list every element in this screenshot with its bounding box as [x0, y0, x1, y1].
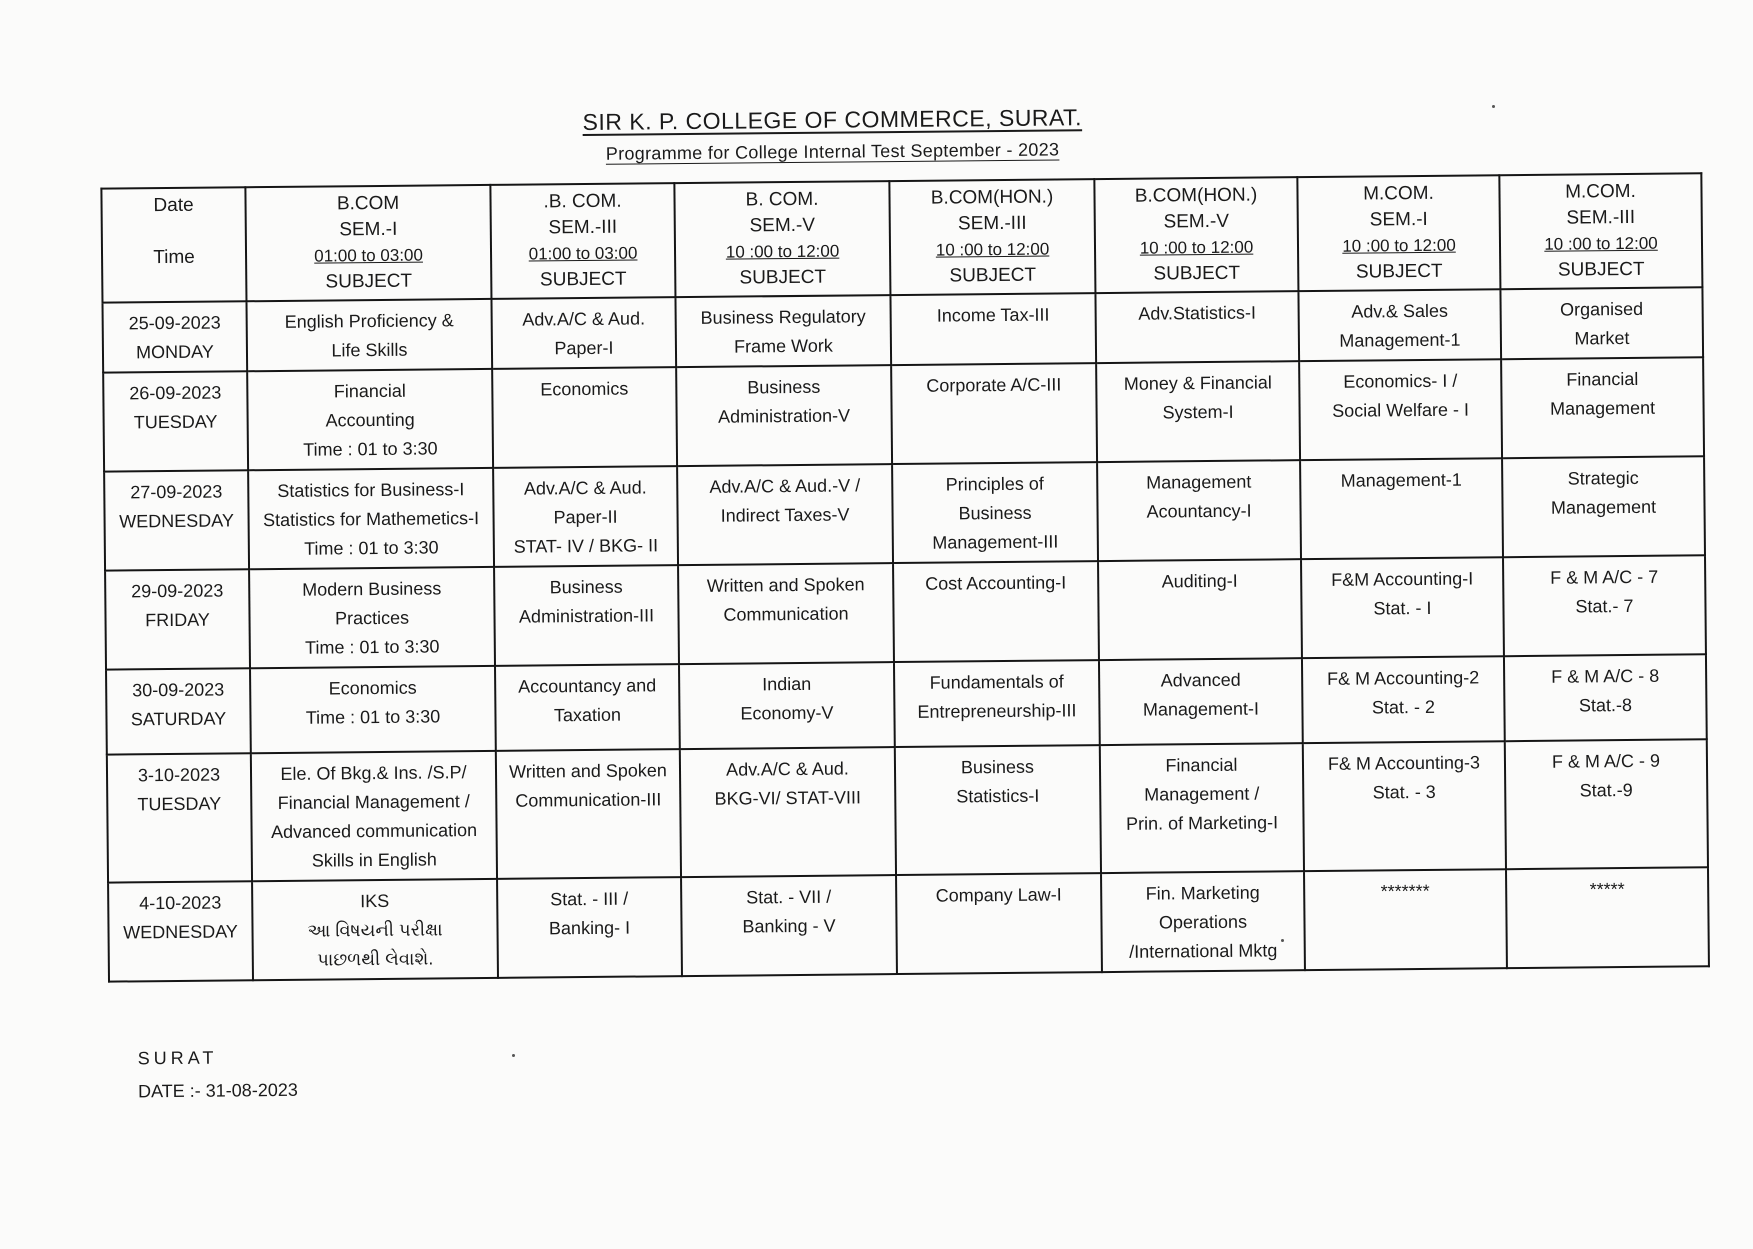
subject-label: SUBJECT: [539, 268, 627, 291]
subject-cell: [1506, 867, 1709, 968]
date-time-header: [101, 187, 246, 302]
exam-day: TUESDAY: [137, 793, 222, 815]
subject-text: Management-III: [932, 531, 1059, 553]
subject-text: Management: [1550, 496, 1657, 518]
subject-cell: [497, 877, 682, 978]
subject-cell: [894, 660, 1100, 747]
subject-text: Money & Financial: [1123, 372, 1272, 394]
subject-cell: [495, 664, 680, 751]
subject-cell: [892, 462, 1098, 563]
subject-text: Administration-III: [518, 605, 655, 627]
subject-cell: [676, 365, 892, 466]
subject-cell: [1503, 555, 1706, 656]
header-row: [101, 173, 1702, 302]
scan-speck: [1281, 939, 1284, 942]
subject-cell: [247, 369, 493, 470]
course-name: B.COM(HON.): [930, 186, 1054, 209]
subject-text: Adv.A/C & Aud.: [523, 477, 647, 499]
course-name: B.COM(HON.): [1134, 184, 1258, 207]
column-header: [1499, 173, 1702, 289]
table-row: [104, 456, 1705, 570]
subject-text: *******: [1380, 880, 1430, 902]
course-name: M.COM.: [1565, 180, 1636, 203]
subject-cell: [681, 875, 897, 976]
subject-cell: [1300, 458, 1503, 559]
subject-text: Business: [960, 756, 1035, 778]
subject-text: Indian: [762, 673, 812, 695]
subject-text: Auditing-I: [1161, 570, 1238, 592]
exam-date: 4-10-2023: [139, 892, 222, 914]
subject-text: Skills in English: [311, 849, 437, 871]
column-header: [245, 185, 491, 301]
subject-cell: [678, 563, 894, 664]
subject-text: Stat. - III /: [550, 888, 629, 910]
subject-text: Stat. - 3: [1372, 781, 1436, 803]
semester-label: SEM.-III: [957, 212, 1027, 235]
subject-text: Management-1: [1339, 329, 1461, 351]
course-name: B.COM: [336, 192, 400, 215]
subject-text: Cost Accounting-I: [925, 572, 1067, 594]
subject-text: Accounting: [325, 409, 415, 431]
programme-subtitle: Programme for College Internal Test September - 2023: [605, 139, 1060, 164]
subject-text: Fin. Marketing: [1145, 882, 1260, 904]
subject-text: Financial: [1566, 368, 1639, 390]
subject-cell: [1303, 741, 1506, 871]
subject-text: Stat. - 2: [1371, 696, 1436, 718]
table-row: [105, 555, 1706, 669]
subject-cell: [492, 367, 677, 468]
semester-label: SEM.-III: [1566, 206, 1636, 229]
subject-text: System-I: [1162, 401, 1234, 423]
subject-cell: [675, 295, 891, 367]
subject-text: F & M A/C - 8: [1551, 665, 1660, 687]
time-slot: 01:00 to 03:00: [314, 245, 424, 266]
semester-label: SEM.-I: [339, 218, 398, 241]
subject-text: આ વિષયની પરીક્ષા: [307, 919, 443, 941]
subject-cell: [1095, 291, 1299, 363]
subject-text: Accountancy and: [518, 675, 657, 697]
date-cell: [108, 881, 253, 981]
subject-text: Stat.- 7: [1575, 595, 1634, 617]
subject-text: STAT- IV / BKG- II: [513, 535, 659, 557]
subject-label: SUBJECT: [1153, 262, 1241, 285]
time-slot: 10 :00 to 12:00: [725, 241, 840, 262]
subject-text: Adv.A/C & Aud.: [726, 758, 849, 780]
semester-label: SEM.-III: [548, 216, 618, 239]
subject-cell: [496, 749, 681, 879]
subject-cell: [1097, 460, 1301, 561]
subject-cell: [893, 561, 1099, 662]
subject-cell: [1502, 456, 1705, 557]
date-cell: [106, 668, 251, 754]
table-row: [106, 654, 1707, 754]
subject-text: Principles of: [945, 473, 1044, 495]
subject-cell: [491, 297, 676, 369]
exam-date: 30-09-2023: [132, 679, 225, 701]
subject-text: Adv.Statistics-I: [1138, 302, 1257, 324]
time-slot: 10 :00 to 12:00: [935, 239, 1050, 260]
column-header: [1094, 177, 1298, 293]
subject-text: Stat. - VII /: [746, 886, 832, 908]
subject-text: Financial: [1165, 754, 1238, 776]
subject-cell: [1096, 361, 1300, 462]
subject-text: BKG-VI/ STAT-VIII: [714, 787, 862, 809]
semester-label: SEM.-V: [749, 214, 816, 237]
subject-cell: [493, 466, 678, 567]
subject-cell: [891, 363, 1097, 464]
date-cell: [104, 470, 249, 570]
course-name: .B. COM.: [543, 190, 622, 213]
exam-day: WEDNESDAY: [119, 510, 235, 532]
semester-label: SEM.-V: [1163, 210, 1230, 233]
subject-text: Modern Business: [302, 578, 442, 600]
subject-cell: [1101, 871, 1305, 972]
column-header: [674, 181, 890, 297]
date-label: Date: [153, 194, 194, 217]
table-row: [103, 357, 1704, 471]
subject-text: Economics: [328, 677, 417, 699]
subject-text: Stat. - I: [1373, 597, 1432, 619]
subject-text: Written and Spoken: [509, 760, 667, 782]
exam-date: 26-09-2023: [129, 382, 222, 404]
subject-cell: [1301, 557, 1504, 658]
semester-label: SEM.-I: [1369, 208, 1428, 231]
subject-text: F & M A/C - 7: [1550, 566, 1659, 588]
time-label: Time: [153, 246, 195, 269]
subject-text: Communication-III: [515, 789, 662, 811]
exam-day: FRIDAY: [145, 609, 210, 631]
subject-text: F&M Accounting-I: [1331, 568, 1474, 590]
subject-cell: [1099, 658, 1303, 745]
subject-text: Taxation: [553, 704, 622, 726]
subject-cell: [680, 747, 896, 877]
subject-text: /International Mktg: [1129, 940, 1278, 962]
subject-text: Organised: [1560, 298, 1644, 320]
exam-date: 25-09-2023: [128, 312, 221, 334]
subject-text: F& M Accounting-2: [1327, 667, 1480, 689]
subject-label: SUBJECT: [1355, 260, 1443, 283]
subject-text: F& M Accounting-3: [1327, 752, 1481, 774]
subject-cell: [890, 293, 1096, 365]
subject-text: Communication: [723, 603, 849, 625]
subject-cell: [896, 873, 1102, 974]
subject-text: Operations: [1158, 911, 1248, 933]
subject-cell: [1298, 289, 1501, 361]
subject-text: Statistics for Mathemetics-I: [262, 508, 480, 531]
subject-cell: [1299, 359, 1502, 460]
subject-text: English Proficiency &: [284, 310, 454, 332]
exam-day: TUESDAY: [133, 411, 218, 433]
time-slot: 01:00 to 03:00: [528, 243, 638, 264]
course-name: B. COM.: [745, 188, 819, 211]
subject-text: Financial: [333, 380, 406, 402]
subject-cell: [1304, 869, 1507, 970]
subject-cell: [677, 464, 893, 565]
subject-text: Acountancy-I: [1146, 500, 1252, 522]
subject-text: Corporate A/C-III: [926, 374, 1062, 396]
subject-cell: [251, 751, 497, 881]
date-cell: [107, 753, 252, 882]
subject-text: Management-1: [1340, 469, 1462, 491]
time-slot: 10 :00 to 12:00: [1544, 233, 1658, 254]
subject-text: Paper-I: [554, 337, 614, 359]
subject-text: Administration-V: [717, 405, 851, 427]
subject-text: Statistics for Business-I: [277, 479, 465, 501]
subject-text: Written and Spoken: [706, 574, 865, 596]
subject-text: Business: [958, 502, 1032, 524]
subject-cell: [1500, 287, 1703, 359]
subject-text: Strategic: [1567, 467, 1639, 489]
subject-text: Business Regulatory: [700, 306, 866, 328]
time-slot: 10 :00 to 12:00: [1342, 235, 1456, 256]
subject-cell: [1505, 739, 1708, 869]
subject-text: Advanced: [1160, 669, 1241, 691]
column-header: [1297, 175, 1500, 291]
subject-cell: [1504, 654, 1707, 741]
column-header: [490, 183, 675, 299]
subject-label: SUBJECT: [1557, 258, 1645, 281]
subject-text: Economics: [540, 378, 629, 400]
exam-date: 27-09-2023: [130, 481, 223, 503]
timetable: [100, 172, 1710, 982]
subject-text: Advanced communication: [270, 820, 478, 843]
footer-place: SURAT: [137, 1047, 218, 1069]
subject-text: Financial Management /: [277, 791, 470, 813]
table-row: [107, 739, 1708, 882]
footer-date: DATE :- 31-08-2023: [137, 1079, 298, 1102]
subject-text: Time : 01 to 3:30: [305, 636, 440, 658]
subject-text: Management /: [1144, 783, 1260, 805]
scan-speck: [1492, 105, 1495, 108]
subject-text: Paper-II: [553, 506, 618, 528]
college-title: SIR K. P. COLLEGE OF COMMERCE, SURAT.: [582, 104, 1083, 136]
subject-text: Adv.A/C & Aud.-V /: [709, 475, 861, 497]
time-slot: 10 :00 to 12:00: [1139, 237, 1254, 258]
exam-date: 29-09-2023: [131, 580, 224, 602]
subject-text: *****: [1589, 879, 1625, 900]
subject-cell: [1302, 656, 1505, 743]
subject-label: SUBJECT: [949, 264, 1037, 287]
subject-cell: [679, 662, 895, 749]
subject-cell: [250, 666, 496, 753]
subject-text: F & M A/C - 9: [1551, 750, 1661, 772]
subject-text: Stat.-9: [1579, 779, 1633, 801]
subject-text: Economy-V: [740, 702, 834, 724]
subject-cell: [1100, 743, 1304, 873]
subject-text: Banking- I: [548, 917, 631, 939]
date-cell: [105, 569, 250, 669]
table-row: [108, 867, 1709, 981]
timetable-body: [102, 287, 1708, 981]
subject-text: Income Tax-III: [936, 304, 1050, 326]
subject-text: Adv.A/C & Aud.: [522, 308, 646, 330]
subject-text: Prin. of Marketing-I: [1125, 812, 1279, 834]
subject-label: SUBJECT: [739, 266, 827, 289]
subject-text: Practices: [334, 607, 410, 629]
exam-day: WEDNESDAY: [123, 921, 238, 943]
subject-text: Adv.& Sales: [1351, 300, 1449, 322]
exam-day: MONDAY: [136, 341, 214, 363]
subject-text: Company Law-I: [935, 884, 1062, 906]
subject-cell: [252, 879, 498, 980]
subject-cell: [1501, 357, 1704, 458]
subject-text: Banking - V: [742, 915, 836, 937]
subject-cell: [248, 468, 494, 569]
exam-day: SATURDAY: [130, 708, 227, 730]
subject-text: Management: [1146, 471, 1252, 493]
subject-text: Economics- I /: [1343, 370, 1458, 392]
subject-text: Market: [1574, 327, 1630, 349]
subject-text: Entrepreneurship-III: [917, 700, 1077, 722]
subject-text: Indirect Taxes-V: [720, 504, 850, 526]
course-name: M.COM.: [1363, 182, 1434, 205]
subject-label: SUBJECT: [325, 270, 413, 293]
subject-text: Time : 01 to 3:30: [304, 537, 439, 559]
subject-text: Social Welfare - I: [1332, 399, 1470, 421]
subject-cell: [246, 299, 492, 371]
subject-cell: [249, 567, 495, 668]
date-cell: [103, 371, 248, 471]
subject-text: Ele. Of Bkg.& Ins. /S.P/: [280, 762, 467, 784]
subject-cell: [895, 745, 1101, 875]
subject-text: Frame Work: [734, 335, 833, 357]
subject-text: Management: [1549, 397, 1656, 419]
subject-text: Business: [747, 376, 821, 398]
subject-text: Time : 01 to 3:30: [303, 438, 438, 460]
subject-text: Statistics-I: [956, 785, 1040, 807]
subject-text: પાછળથી લેવાશે.: [317, 948, 434, 970]
subject-text: Time : 01 to 3:30: [305, 706, 441, 728]
subject-text: IKS: [360, 890, 390, 912]
subject-text: Business: [549, 576, 623, 598]
subject-text: Stat.-8: [1578, 694, 1633, 716]
scan-speck: [512, 1054, 515, 1057]
exam-date: 3-10-2023: [137, 764, 221, 786]
subject-text: Life Skills: [331, 339, 408, 361]
subject-cell: [1098, 559, 1302, 660]
subject-cell: [494, 565, 679, 666]
subject-text: Fundamentals of: [929, 671, 1064, 693]
column-header: [889, 179, 1095, 295]
subject-text: Management-I: [1142, 698, 1260, 720]
date-cell: [102, 301, 247, 372]
